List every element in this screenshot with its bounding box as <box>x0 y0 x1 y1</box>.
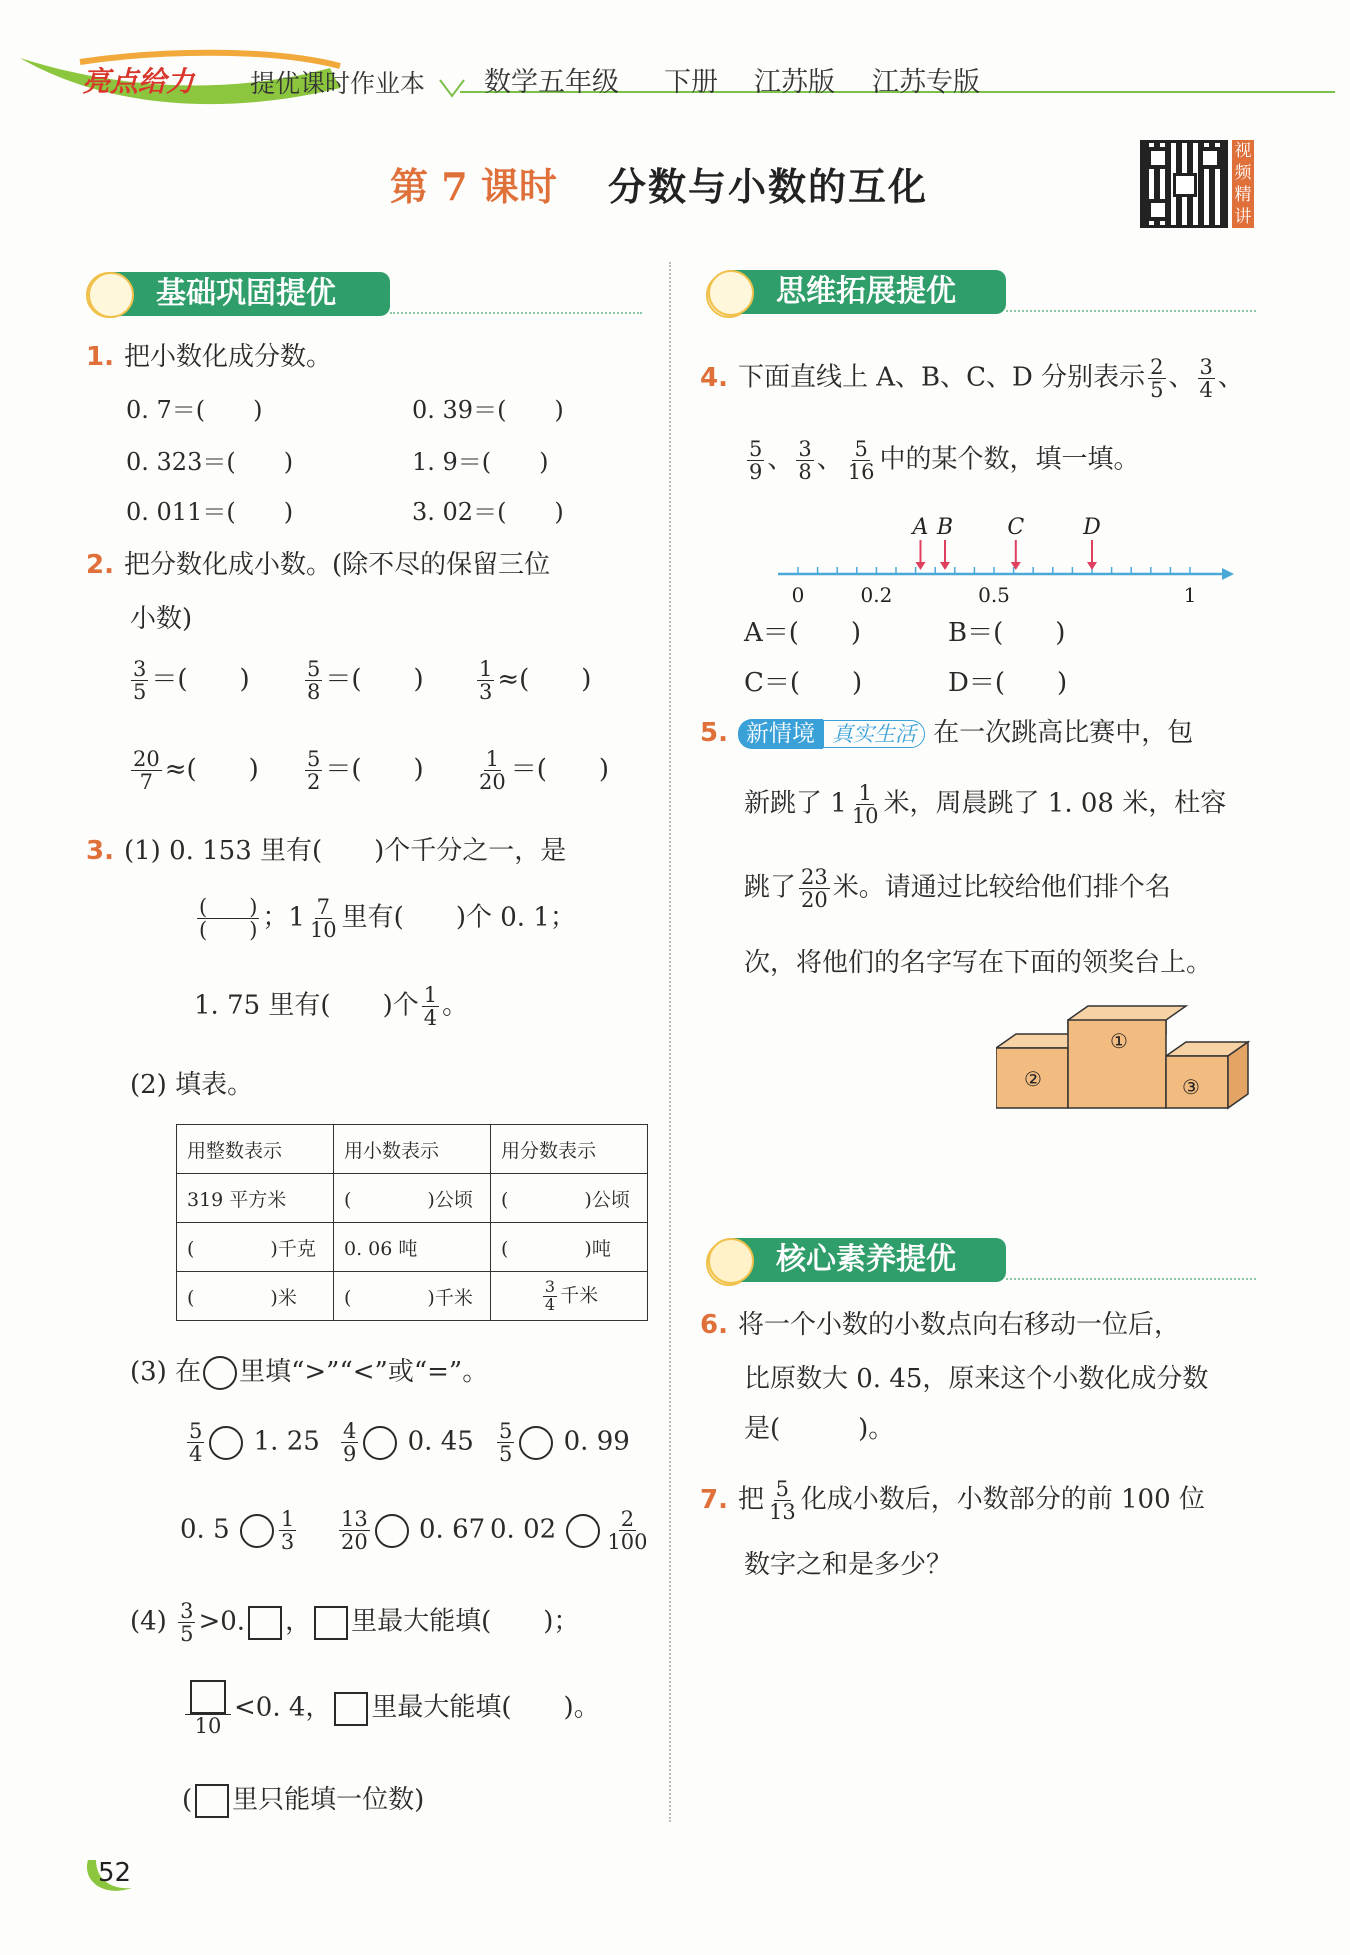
section-core-rule <box>1006 1278 1256 1280</box>
compare-circle <box>519 1426 553 1460</box>
q5-line4: 次，将他们的名字写在下面的领奖台上。 <box>744 948 1213 978</box>
q1-item[interactable]: 3. 02＝( ) <box>412 498 564 526</box>
number-line-arrowhead <box>1222 568 1234 580</box>
tag-new-context: 新情境 <box>738 719 823 749</box>
q4-answer-a[interactable]: A＝( ) <box>744 618 862 648</box>
table-cell: $\frac{3}{4}$ 千米 <box>491 1272 648 1321</box>
series-name: 提优课时作业本 <box>250 69 426 98</box>
compare-circle <box>566 1514 600 1548</box>
q3-part3-label: (3) 在 里填“>”“<”或“=”。 <box>130 1356 488 1390</box>
q2-item[interactable]: $\frac{5}{2}$ ＝( ) <box>307 747 424 795</box>
compare-item[interactable]: 0. 02 $\frac{2}{100}$ <box>490 1507 648 1555</box>
point-label: B <box>936 515 954 540</box>
compare-item[interactable]: $\frac{13}{20}$ 0. 67 <box>341 1507 486 1555</box>
q6-number: 6. <box>700 1310 728 1340</box>
section-core-title: 核心素养提优 <box>710 1238 1006 1282</box>
trophy-badge-icon <box>708 1238 754 1284</box>
q4-answer-c[interactable]: C＝( ) <box>744 668 863 698</box>
point-arrowhead <box>1011 562 1021 570</box>
q1-item[interactable]: 0. 39＝( ) <box>412 396 564 424</box>
q5-line1: 5. 新情境 真实生活 在一次跳高比赛中，包 <box>700 718 1194 748</box>
q2-item[interactable]: $\frac{5}{8}$ ＝( ) <box>307 657 424 705</box>
q3-number: 3. <box>86 836 114 866</box>
unit-table <box>176 1124 648 1321</box>
compare-circle <box>209 1426 243 1460</box>
q1-item[interactable]: 0. 7＝( ) <box>126 396 263 424</box>
table-header-cell: 用整数表示 <box>177 1125 334 1174</box>
answer-box <box>190 1680 226 1714</box>
point-label: A <box>912 515 929 540</box>
table-cell[interactable]: ( )公顷 <box>334 1174 491 1223</box>
q2-item[interactable]: $\frac{1}{20}$ ＝( ) <box>479 747 610 795</box>
qr-label: 视频精讲 <box>1232 140 1254 228</box>
q7-line1: 7. 把 $\frac{5}{13}$ 化成小数后，小数部分的前 100 位 <box>700 1477 1205 1525</box>
number-line-tick-label: 0.5 <box>978 583 1010 606</box>
section-thinking-title: 思维拓展提优 <box>710 270 1006 314</box>
compare-circle <box>363 1426 397 1460</box>
q2-prompt-cont: 小数) <box>130 604 193 634</box>
compare-item[interactable]: 0. 5 $\frac{1}{3}$ <box>180 1507 295 1555</box>
q4-prompt: 4. 下面直线上 A、B、C、D 分别表示 $\frac{2}{5}$ 、 $\frac{3}{4}$ 、 <box>700 355 1244 403</box>
podium-second: ② <box>1024 1067 1042 1091</box>
brand-logo: 亮点给力 <box>82 65 195 98</box>
compare-item[interactable]: $\frac{5}{4}$ 1. 25 <box>189 1419 320 1467</box>
section-basic-rule <box>390 312 642 314</box>
section-thinking-rule <box>1006 310 1256 312</box>
edition-special-label: 江苏专版 <box>872 67 980 98</box>
table-cell[interactable]: ( )千米 <box>334 1272 491 1321</box>
tag-real-life: 真实生活 <box>823 720 925 748</box>
table-cell[interactable]: ( )米 <box>177 1272 334 1321</box>
circle-icon <box>203 1356 237 1390</box>
podium[interactable] <box>996 996 1260 1120</box>
q5-line2: 新跳了 1 $\frac{1}{10}$ 米，周晨跳了 1. 08 米，杜容 <box>744 781 1227 829</box>
answer-box <box>248 1606 282 1640</box>
q1-item[interactable]: 0. 011＝( ) <box>126 498 294 526</box>
table-header-cell: 用分数表示 <box>491 1125 648 1174</box>
answer-box <box>334 1692 368 1726</box>
grade-label: 数学五年级 <box>484 67 619 98</box>
edition-label: 江苏版 <box>754 67 835 98</box>
q4-number: 4. <box>700 362 728 393</box>
table-cell: 319 平方米 <box>177 1174 334 1223</box>
q2-item[interactable]: $\frac{3}{5}$ ＝( ) <box>133 657 250 705</box>
number-line-tick-label: 0.2 <box>860 583 893 606</box>
q1-number: 1. <box>86 342 114 372</box>
table-row <box>177 1223 648 1272</box>
q6-line2: 比原数大 0. 45，原来这个小数化成分数 <box>744 1364 1209 1394</box>
q3-part4-line1[interactable]: (4) $\frac{3}{5}$ >0. ， 里最大能填( )； <box>130 1599 580 1647</box>
q3-part1-line3[interactable]: 1. 75 里有( )个 $\frac{1}{4}$ 。 <box>194 983 469 1031</box>
header-band <box>0 40 1350 120</box>
q3-part4-line2[interactable]: 10 <0. 4， 里最大能填( )。 <box>182 1680 600 1737</box>
q4-answer-b[interactable]: B＝( ) <box>948 618 1066 648</box>
lesson-number: 第 7 课时 <box>390 164 557 209</box>
number-line-tick-label: 1 <box>1183 583 1197 606</box>
q3-part2-label: (2) 填表。 <box>130 1070 254 1100</box>
term-label: 下册 <box>664 67 718 98</box>
table-cell[interactable]: ( )吨 <box>491 1223 648 1272</box>
answer-box <box>314 1606 348 1640</box>
q1-item[interactable]: 0. 323＝( ) <box>126 448 294 476</box>
table-header-cell: 用小数表示 <box>334 1125 491 1174</box>
compare-item[interactable]: $\frac{4}{9}$ 0. 45 <box>343 1419 474 1467</box>
lesson-title: 分数与小数的互化 <box>608 164 929 209</box>
q3-part4-note: ( 里只能填一位数) <box>182 1784 424 1818</box>
compare-item[interactable]: $\frac{5}{5}$ 0. 99 <box>499 1419 630 1467</box>
answer-box <box>195 1784 229 1818</box>
table-cell[interactable]: ( )千克 <box>177 1223 334 1272</box>
number-line <box>760 506 1240 606</box>
column-divider <box>669 262 671 1822</box>
q2-prompt: 2. 把分数化成小数。(除不尽的保留三位 <box>86 550 551 580</box>
blank-fraction: $\frac{( )}{( )}$ <box>199 895 258 943</box>
point-arrowhead <box>940 562 950 570</box>
sprout-badge-icon <box>708 270 754 316</box>
section-basic-title: 基础巩固提优 <box>90 272 390 316</box>
q5-line3: 跳了 $\frac{23}{20}$ 米。请通过比较给他们排个名 <box>744 865 1171 913</box>
podium-third: ③ <box>1182 1075 1200 1099</box>
point-arrowhead <box>1087 562 1097 570</box>
table-row <box>177 1272 648 1321</box>
q6-line3[interactable]: 是( )。 <box>744 1414 895 1444</box>
q3-part1-line2[interactable]: $\frac{( )}{( )}$ ；1 $\frac{7}{10}$ 里有( )个 0. 1； <box>199 895 576 943</box>
q4-answer-d[interactable]: D＝( ) <box>948 668 1068 698</box>
q7-number: 7. <box>700 1484 728 1515</box>
number-line-tick-label: 0 <box>791 583 805 606</box>
q2-item[interactable]: $\frac{20}{7}$ ≈( ) <box>133 747 259 795</box>
q2-number: 2. <box>86 550 114 580</box>
compare-circle <box>375 1514 409 1548</box>
q1-prompt: 1. 把小数化成分数。 <box>86 342 332 372</box>
table-cell: 0. 06 吨 <box>334 1223 491 1272</box>
page-number: 52 <box>98 1858 132 1888</box>
q7-line2: 数字之和是多少？ <box>744 1550 953 1580</box>
table-row <box>177 1174 648 1223</box>
q4-prompt-cont: $\frac{5}{9}$ 、 $\frac{3}{8}$ 、 $\frac{5}{16}$ 中的某个数，填一填。 <box>749 437 1140 485</box>
q1-item[interactable]: 1. 9＝( ) <box>412 448 549 476</box>
point-arrowhead <box>916 562 926 570</box>
table-cell[interactable]: ( )公顷 <box>491 1174 648 1223</box>
q2-item[interactable]: $\frac{1}{3}$ ≈( ) <box>479 657 592 705</box>
q3-part1-line1: 3. (1) 0. 153 里有( )个千分之一，是 <box>86 836 567 866</box>
compare-circle <box>240 1514 274 1548</box>
podium-first: ① <box>1110 1029 1128 1053</box>
q6-line1: 6. 将一个小数的小数点向右移动一位后， <box>700 1310 1180 1340</box>
seedling-badge-icon <box>88 272 134 318</box>
table-header-row <box>177 1125 648 1174</box>
point-label: C <box>1007 515 1025 540</box>
point-label: D <box>1083 515 1101 540</box>
qr-code[interactable] <box>1140 140 1228 228</box>
q5-number: 5. <box>700 718 728 748</box>
